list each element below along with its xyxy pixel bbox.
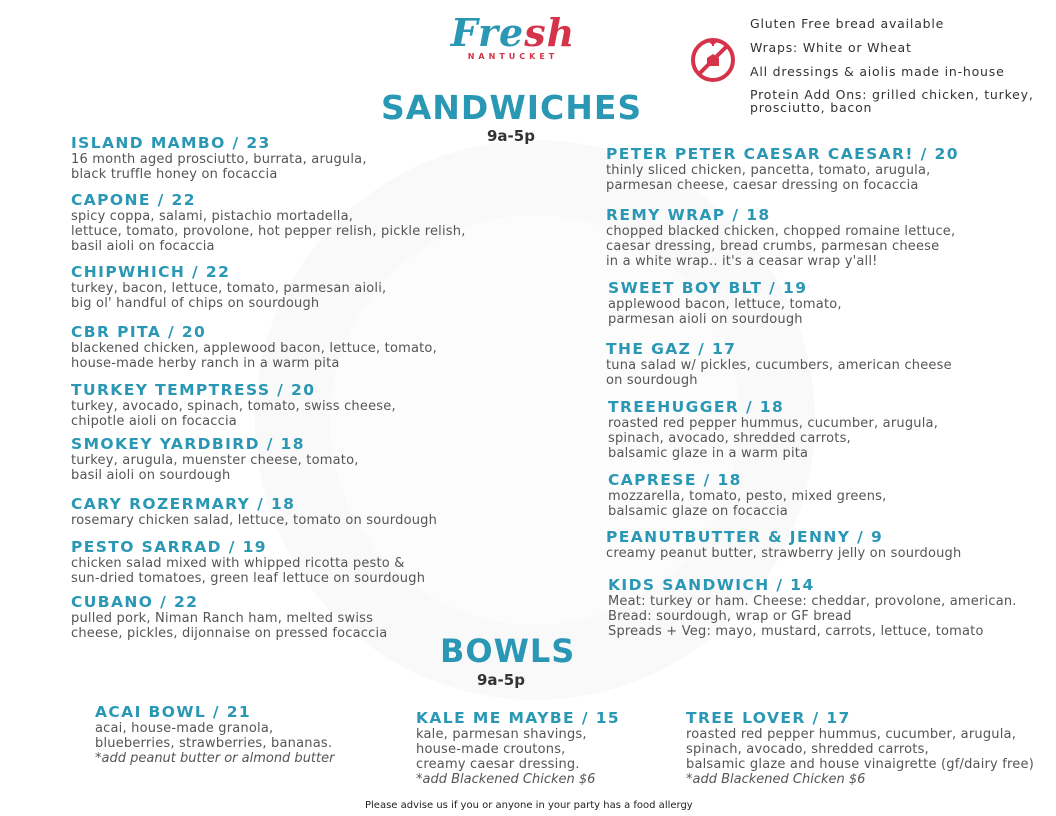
menu-item: TURKEY TEMPTRESS / 20 turkey, avocado, spinach, tomato, swiss cheese, chipotle aioli on focaccia <box>71 381 396 429</box>
note-dressings: All dressings & aiolis made in-house <box>750 64 1005 79</box>
sandwiches-hours: 9a-5p <box>487 127 535 145</box>
menu-item: CUBANO / 22 pulled pork, Niman Ranch ham, melted swiss cheese, pickles, dijonnaise on pressed focaccia <box>71 593 388 641</box>
bowl-item: KALE ME MAYBE / 15 kale, parmesan shavings, house-made croutons, creamy caesar dressing. *add Blackened Chicken $6 <box>416 709 621 787</box>
menu-item: SWEET BOY BLT / 19 applewood bacon, lettuce, tomato, parmesan aioli on sourdough <box>608 279 842 327</box>
gluten-free-icon <box>689 36 737 84</box>
bowls-title: BOWLS <box>440 632 576 670</box>
bowl-item: TREE LOVER / 17 roasted red pepper hummus, cucumber, arugula, spinach, avocado, shredded carrots, balsamic glaze and house vinaigrette (gf/dairy free) *add Blackened Chicken $6 <box>686 709 1034 787</box>
menu-item: CARY ROZERMARY / 18 rosemary chicken salad, lettuce, tomato on sourdough <box>71 495 438 528</box>
menu-item: PESTO SARRAD / 19 chicken salad mixed with whipped ricotta pesto & sun-dried tomatoes, green leaf lettuce on sourdough <box>71 538 426 586</box>
sandwiches-title: SANDWICHES <box>381 88 643 127</box>
menu-item: SMOKEY YARDBIRD / 18 turkey, arugula, muenster cheese, tomato, basil aioli on sourdough <box>71 435 359 483</box>
menu-item: CAPONE / 22 spicy coppa, salami, pistachio mortadella, lettuce, tomato, provolone, hot pepper relish, pickle relish, basil aioli on focaccia <box>71 191 466 254</box>
allergy-footer: Please advise us if you or anyone in your party has a food allergy <box>365 800 693 811</box>
note-gluten-free: Gluten Free bread available <box>750 16 945 31</box>
bowl-item: ACAI BOWL / 21 acai, house-made granola, blueberries, strawberries, bananas. *add peanut butter or almond butter <box>95 703 335 766</box>
fresh-logo: Fresh NANTUCKET <box>450 10 576 61</box>
note-protein: Protein Add Ons: grilled chicken, turkey, prosciutto, bacon <box>750 87 1034 115</box>
note-wraps: Wraps: White or Wheat <box>750 40 912 55</box>
menu-item: REMY WRAP / 18 chopped blacked chicken, chopped romaine lettuce, caesar dressing, bread crumbs, parmesan cheese in a white wrap.. it's a ceasar wrap y'all! <box>606 206 956 269</box>
menu-item: THE GAZ / 17 tuna salad w/ pickles, cucumbers, american cheese on sourdough <box>606 340 952 388</box>
menu-item: CAPRESE / 18 mozzarella, tomato, pesto, mixed greens, balsamic glaze on focaccia <box>608 471 887 519</box>
menu-item: KIDS SANDWICH / 14 Meat: turkey or ham. Cheese: cheddar, provolone, american. Bread: sourdough, wrap or GF bread Spreads + Veg: mayo, mustard, carrots, lettuce, tomato <box>608 576 1017 639</box>
menu-notes <box>750 16 1050 123</box>
bowls-hours: 9a-5p <box>477 671 525 689</box>
menu-item: CBR PITA / 20 blackened chicken, applewood bacon, lettuce, tomato, house-made herby ranch in a warm pita <box>71 323 437 371</box>
menu-item: PETER PETER CAESAR CAESAR! / 20 thinly sliced chicken, pancetta, tomato, arugula, parmesan cheese, caesar dressing on focaccia <box>606 145 959 193</box>
menu-item: ISLAND MAMBO / 23 16 month aged prosciutto, burrata, arugula, black truffle honey on focaccia <box>71 134 367 182</box>
menu-item: PEANUTBUTTER & JENNY / 9 creamy peanut butter, strawberry jelly on sourdough <box>606 528 962 561</box>
menu-item: CHIPWHICH / 22 turkey, bacon, lettuce, tomato, parmesan aioli, big ol' handful of chips on sourdough <box>71 263 387 311</box>
menu-item: TREEHUGGER / 18 roasted red pepper hummus, cucumber, arugula, spinach, avocado, shredded carrots, balsamic glaze in a warm pita <box>608 398 939 461</box>
